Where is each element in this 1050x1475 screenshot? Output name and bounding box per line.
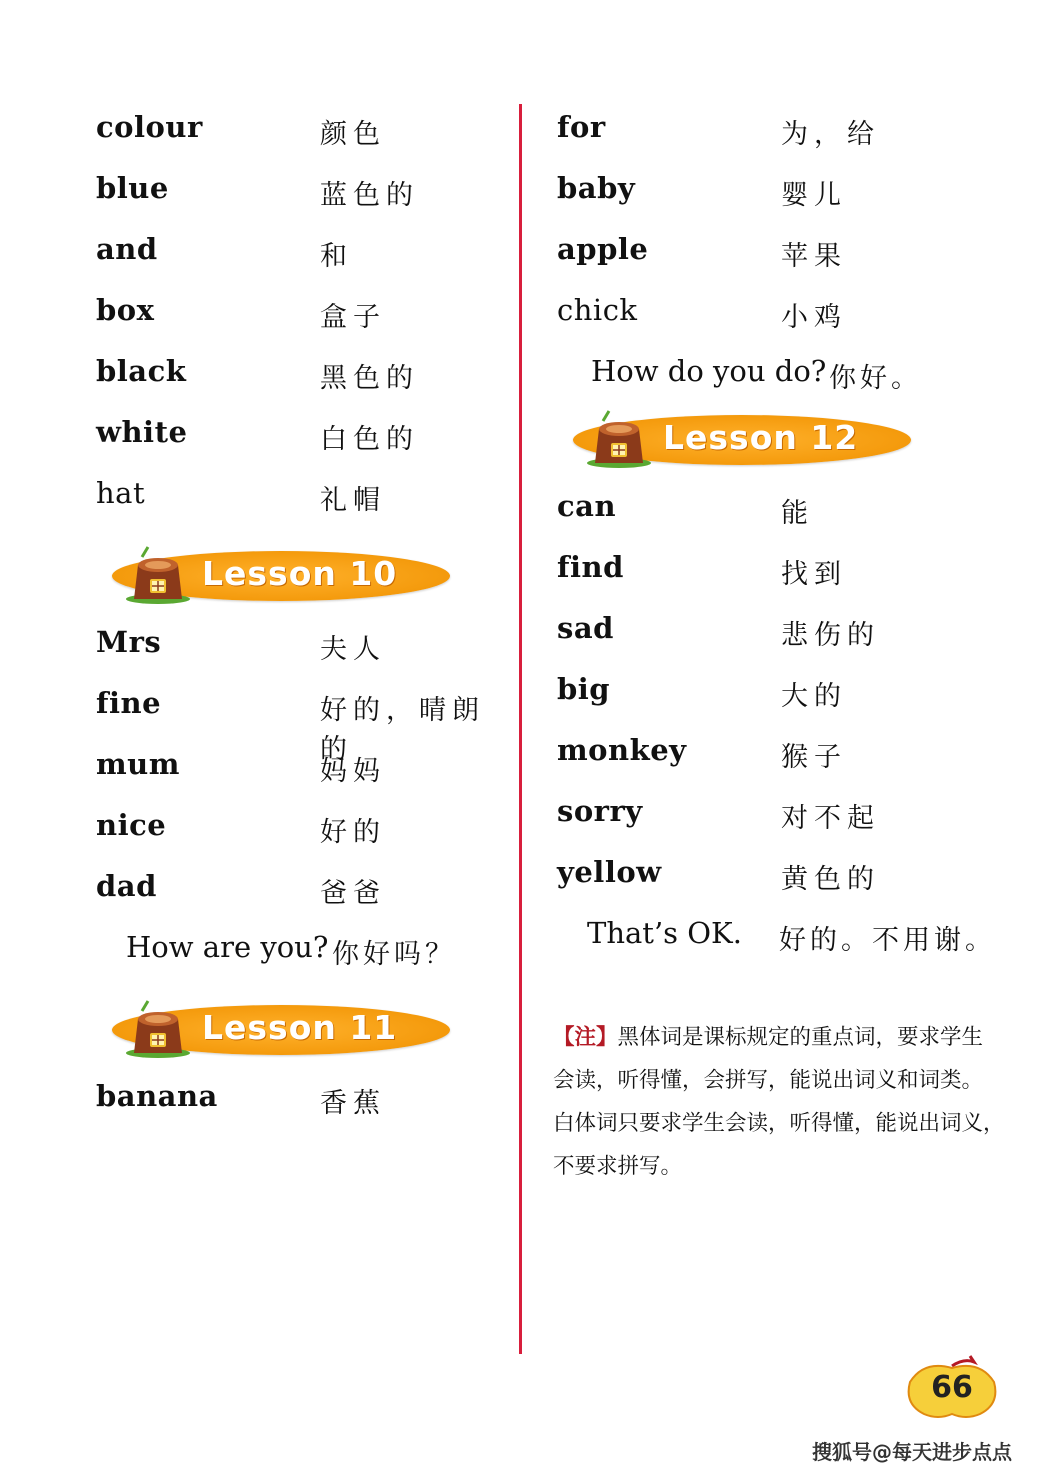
vocab-row — [553, 601, 1033, 662]
vocab-english: mum — [96, 747, 180, 781]
vocab-chinese: 好的，晴朗的 — [320, 695, 485, 765]
tree-stump-icon — [122, 997, 192, 1059]
vocab-row — [92, 100, 512, 161]
vocab-english: hat — [96, 476, 146, 510]
column-divider — [519, 104, 522, 1354]
vocab-english: dad — [96, 869, 157, 903]
vocab-chinese: 苹果 — [781, 241, 847, 272]
vocab-row — [92, 344, 512, 405]
phrase-zh: 好的。不用谢。 — [779, 925, 996, 956]
vocab-english: sorry — [557, 794, 643, 828]
vocab-row — [553, 479, 1033, 540]
vocab-chinese: 香蕉 — [320, 1088, 386, 1119]
note-tag: 【注】 — [553, 1025, 618, 1050]
vocab-english: black — [96, 354, 187, 388]
vocab-chinese: 黑色的 — [320, 363, 419, 394]
vocab-english: blue — [96, 171, 169, 205]
vocab-row — [92, 798, 512, 859]
lesson-title: Lesson 12 — [663, 418, 859, 457]
left-column — [92, 100, 512, 1130]
vocab-chinese: 颜色 — [320, 119, 386, 150]
vocab-chinese: 夫人 — [320, 634, 386, 665]
vocab-chinese: 黄色的 — [781, 864, 880, 895]
vocab-chinese: 和 — [320, 241, 353, 272]
note-line — [553, 1016, 1043, 1059]
word-list-left-a — [92, 100, 512, 527]
vocab-row — [553, 100, 1033, 161]
right-column — [553, 100, 1033, 967]
vocab-chinese: 妈妈 — [320, 756, 386, 787]
phrase-en: How are you? — [126, 930, 329, 964]
vocab-chinese: 小鸡 — [781, 302, 847, 333]
vocab-english: big — [557, 672, 611, 706]
vocab-chinese: 好的 — [320, 817, 386, 848]
vocab-english: chick — [557, 293, 638, 327]
vocab-english: banana — [96, 1079, 218, 1113]
note-line: 不要求拼写。 — [553, 1154, 683, 1179]
lesson-title: Lesson 11 — [202, 1008, 398, 1047]
vocab-chinese: 婴儿 — [781, 180, 847, 211]
note-line: 白体词只要求学生会读，听得懂，能说出词义， — [553, 1111, 1005, 1136]
vocab-row — [553, 723, 1033, 784]
tree-stump-icon — [122, 543, 192, 605]
vocab-english: and — [96, 232, 158, 266]
vocab-english: nice — [96, 808, 167, 842]
vocab-chinese: 能 — [781, 498, 814, 529]
vocab-row — [553, 222, 1033, 283]
vocab-english: box — [96, 293, 155, 327]
vocab-chinese: 大的 — [781, 681, 847, 712]
vocab-english: yellow — [557, 855, 662, 889]
word-list-left-c — [92, 1069, 512, 1130]
word-list-left-b — [92, 615, 512, 920]
vocab-english: can — [557, 489, 617, 523]
note-text: 黑体词是课标规定的重点词，要求学生 — [617, 1025, 984, 1050]
vocab-row — [92, 615, 512, 676]
vocab-row — [553, 662, 1033, 723]
word-list-right-b — [553, 479, 1033, 906]
lesson-title: Lesson 10 — [202, 554, 398, 593]
vocab-english: for — [557, 110, 606, 144]
phrase-how-are-you — [92, 920, 512, 981]
word-list-right-a — [553, 100, 1033, 344]
phrase-en: How do you do? — [591, 354, 827, 388]
vocab-english: white — [96, 415, 188, 449]
vocab-chinese: 爸爸 — [320, 878, 386, 909]
vocab-english: fine — [96, 686, 162, 720]
page-number-badge — [902, 1352, 1002, 1422]
vocab-chinese: 盒子 — [320, 302, 386, 333]
vocab-chinese: 蓝色的 — [320, 180, 419, 211]
vocab-row — [553, 845, 1033, 906]
vocab-row — [553, 161, 1033, 222]
page-number: 66 — [931, 1370, 973, 1405]
vocab-row — [92, 466, 512, 527]
phrase-zh: 你好。 — [829, 363, 922, 394]
vocab-english: sad — [557, 611, 614, 645]
vocab-chinese: 礼帽 — [320, 485, 386, 516]
vocab-row — [553, 540, 1033, 601]
vocab-chinese: 猴子 — [781, 742, 847, 773]
lesson-11-banner — [92, 997, 512, 1057]
vocab-chinese: 白色的 — [320, 424, 419, 455]
note-line: 会读，听得懂，会拼写，能说出词义和词类。 — [553, 1068, 984, 1093]
vocab-row — [92, 859, 512, 920]
note-block — [553, 1016, 1043, 1188]
lesson-12-banner — [553, 407, 1033, 467]
vocab-row — [92, 405, 512, 466]
vocab-row — [553, 283, 1033, 344]
vocab-row — [553, 784, 1033, 845]
phrase-zh: 你好吗？ — [332, 939, 456, 970]
vocab-english: apple — [557, 232, 649, 266]
vocab-chinese: 为，给 — [781, 119, 880, 150]
vocab-english: baby — [557, 171, 636, 205]
vocab-english: monkey — [557, 733, 687, 767]
vocab-chinese: 找到 — [781, 559, 847, 590]
vocab-row — [92, 1069, 512, 1130]
vocab-row — [92, 283, 512, 344]
vocab-row — [92, 222, 512, 283]
phrase-how-do-you-do — [553, 344, 1033, 405]
vocab-row — [92, 161, 512, 222]
phrase-en: That’s OK. — [587, 916, 742, 950]
vocab-english: Mrs — [96, 625, 162, 659]
watermark: 搜狐号@每天进步点点 — [812, 1440, 1012, 1464]
phrase-thats-ok — [553, 906, 1033, 967]
vocab-chinese: 对不起 — [781, 803, 880, 834]
vocab-row — [92, 737, 512, 798]
vocab-english: colour — [96, 110, 203, 144]
tree-stump-icon — [583, 407, 653, 469]
lesson-10-banner — [92, 543, 512, 603]
vocab-english: find — [557, 550, 624, 584]
vocab-chinese: 悲伤的 — [781, 620, 880, 651]
